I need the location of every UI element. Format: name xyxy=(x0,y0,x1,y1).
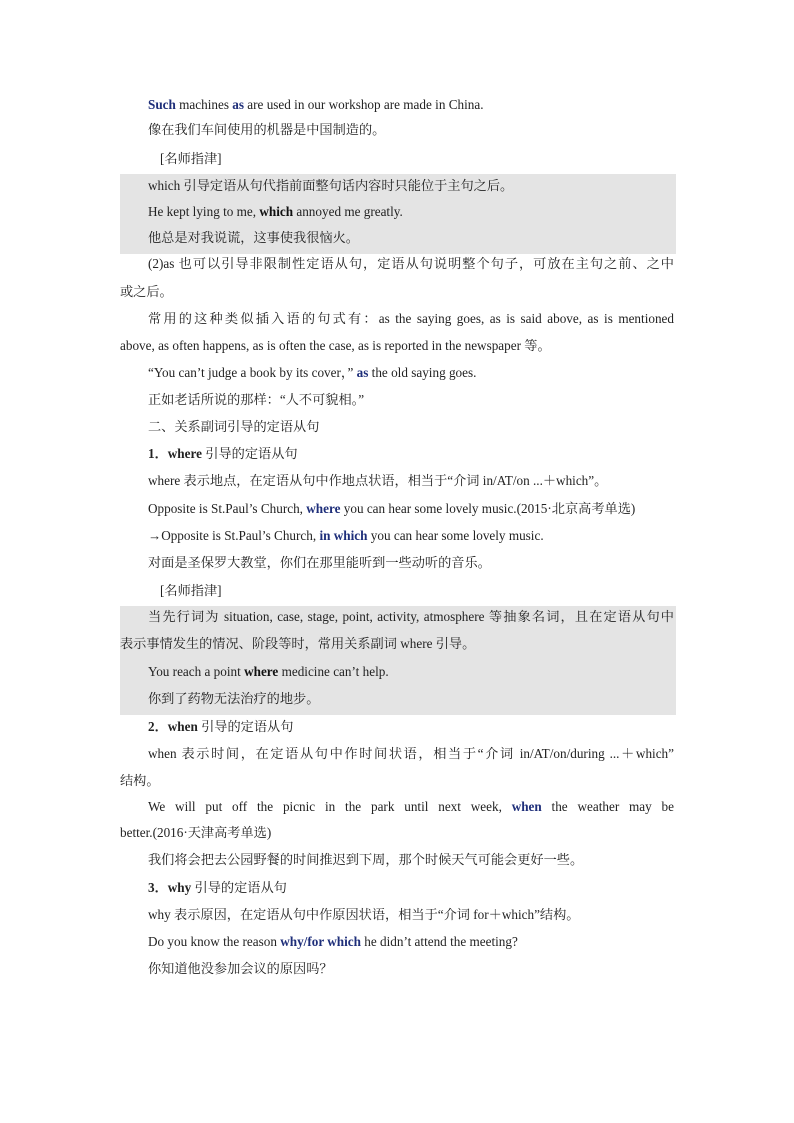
example-sentence: better.(2016·天津高考单选) xyxy=(120,825,272,840)
keyword: as xyxy=(356,365,369,380)
example-translation: 你到了药物无法治疗的地步。 xyxy=(148,691,320,706)
example-sentence: Such machines as are used in our workshop are made in China. xyxy=(148,97,484,112)
keyword: where xyxy=(306,501,341,516)
tip-label: [名师指津] xyxy=(160,151,222,166)
keyword: why/for which xyxy=(280,934,361,949)
paragraph-text: above, as often happens, as is often the case, as is reported in the newspaper 等。 xyxy=(120,338,551,353)
example-sentence: He kept lying to me, which annoyed me greatly. xyxy=(148,204,403,219)
keyword: which xyxy=(259,204,294,219)
example-translation: 像在我们车间使用的机器是中国制造的。 xyxy=(148,122,386,137)
keyword: where xyxy=(244,664,279,679)
paragraph-text: 结构。 xyxy=(120,773,160,788)
tip-label: [名师指津] xyxy=(160,583,222,598)
example-translation: 正如老话所说的那样：“人不可貌相。” xyxy=(148,392,365,407)
tip-text: 表示事情发生的情况、阶段等时，常用关系副词 where 引导。 xyxy=(120,636,476,651)
example-sentence: You reach a point where medicine can’t help. xyxy=(148,664,389,679)
example-translation: 我们将会把去公园野餐的时间推迟到下周，那个时候天气可能会更好一些。 xyxy=(148,852,584,867)
tip-text: which 引导定语从句代指前面整句话内容时只能位于主句之后。 xyxy=(148,178,514,193)
subsection-heading: 2．when 引导的定语从句 xyxy=(148,719,294,734)
paragraph-text: where 表示地点，在定语从句中作地点状语，相当于“介词 in/AT/on ...＋which”。 xyxy=(148,473,608,488)
example-sentence: Do you know the reason why/for which he didn’t attend the meeting? xyxy=(148,934,518,949)
example-sentence: Opposite is St.Paul’s Church, where you can hear some lovely music.(2015·北京高考单选) xyxy=(148,501,636,516)
keyword: when xyxy=(511,799,542,814)
paragraph-text: when 表示时间，在定语从句中作时间状语，相当于“介词 in/AT/on/during ...＋which” xyxy=(148,746,674,761)
subsection-heading: 3．why 引导的定语从句 xyxy=(148,880,287,895)
example-sentence: →Opposite is St.Paul’s Church, in which you can hear some lovely music. xyxy=(148,528,544,543)
keyword: as xyxy=(232,97,244,112)
tip-text: 当先行词为 situation, case, stage, point, activity, atmosphere 等抽象名词，且在定语从句中 xyxy=(148,609,674,624)
section-heading: 二、关系副词引导的定语从句 xyxy=(148,419,320,434)
keyword: Such xyxy=(148,97,176,112)
paragraph-text: (2)as 也可以引导非限制性定语从句，定语从句说明整个句子，可放在主句之前、之中 xyxy=(148,256,674,271)
paragraph-text: 常用的这种类似插入语的句式有：as the saying goes, as is said above, as is mentioned xyxy=(148,311,674,326)
subsection-heading: 1．where 引导的定语从句 xyxy=(148,446,298,461)
paragraph-text: 或之后。 xyxy=(120,284,173,299)
example-sentence: “You can’t judge a book by its cover，” as the old saying goes. xyxy=(148,365,477,380)
keyword: in which xyxy=(319,528,368,543)
example-translation: 你知道他没参加会议的原因吗？ xyxy=(148,961,333,976)
example-translation: 对面是圣保罗大教堂，你们在那里能听到一些动听的音乐。 xyxy=(148,555,491,570)
example-translation: 他总是对我说谎，这事使我很恼火。 xyxy=(148,230,359,245)
paragraph-text: why 表示原因，在定语从句中作原因状语，相当于“介词 for＋which”结构。 xyxy=(148,907,580,922)
example-sentence: We will put off the picnic in the park until next week, when the weather may be xyxy=(148,799,674,814)
